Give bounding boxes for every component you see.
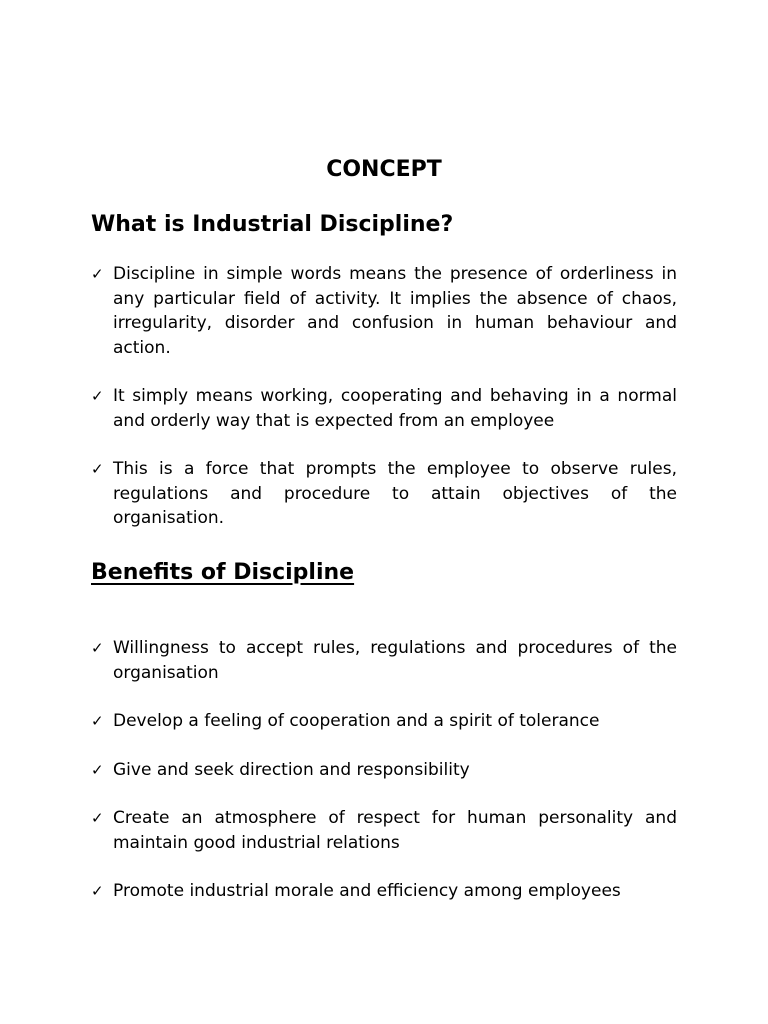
checkmark-icon: ✓ — [91, 760, 104, 779]
list-item — [91, 262, 677, 360]
list-item-text: It simply means working, cooperating and behaving in a normal and orderly way that is expected from an employee — [113, 386, 677, 431]
benefits-list — [91, 636, 677, 928]
list-item — [91, 806, 677, 855]
list-item-text: Develop a feeling of cooperation and a spirit of tolerance — [113, 711, 600, 731]
checkmark-icon: ✓ — [91, 387, 104, 405]
checkmark-icon: ✓ — [91, 712, 104, 730]
list-item-text: This is a force that prompts the employee to observe rules, regulations and procedure to attain objectives of the organisation. — [113, 459, 677, 528]
list-item — [91, 709, 677, 734]
list-item — [91, 879, 677, 904]
industrial-discipline-list — [91, 262, 677, 555]
checkmark-icon: ✓ — [91, 639, 104, 657]
list-item-text: Discipline in simple words means the presence of orderliness in any particular field of activity. It implies the absence of chaos, irregularity, disorder and confusion in human behaviour and action. — [113, 264, 677, 358]
list-item — [91, 457, 677, 531]
list-item — [91, 636, 677, 685]
checkmark-icon: ✓ — [91, 882, 104, 900]
list-item — [91, 384, 677, 433]
section-heading-industrial-discipline: What is Industrial Discipline? — [91, 212, 454, 237]
list-item-text: Create an atmosphere of respect for human personality and maintain good industrial relations — [113, 808, 677, 853]
list-item-text: Give and seek direction and responsibility — [113, 759, 470, 780]
checkmark-icon: ✓ — [91, 809, 104, 827]
checkmark-icon: ✓ — [91, 460, 104, 478]
list-item-text: Willingness to accept rules, regulations and procedures of the organisation — [113, 638, 677, 683]
list-item-text: Promote industrial morale and efficiency among employees — [113, 881, 621, 901]
section-heading-benefits: Benefits of Discipline — [91, 560, 355, 585]
checkmark-icon: ✓ — [91, 265, 104, 283]
list-item — [91, 758, 677, 783]
page-title: CONCEPT — [326, 157, 442, 182]
